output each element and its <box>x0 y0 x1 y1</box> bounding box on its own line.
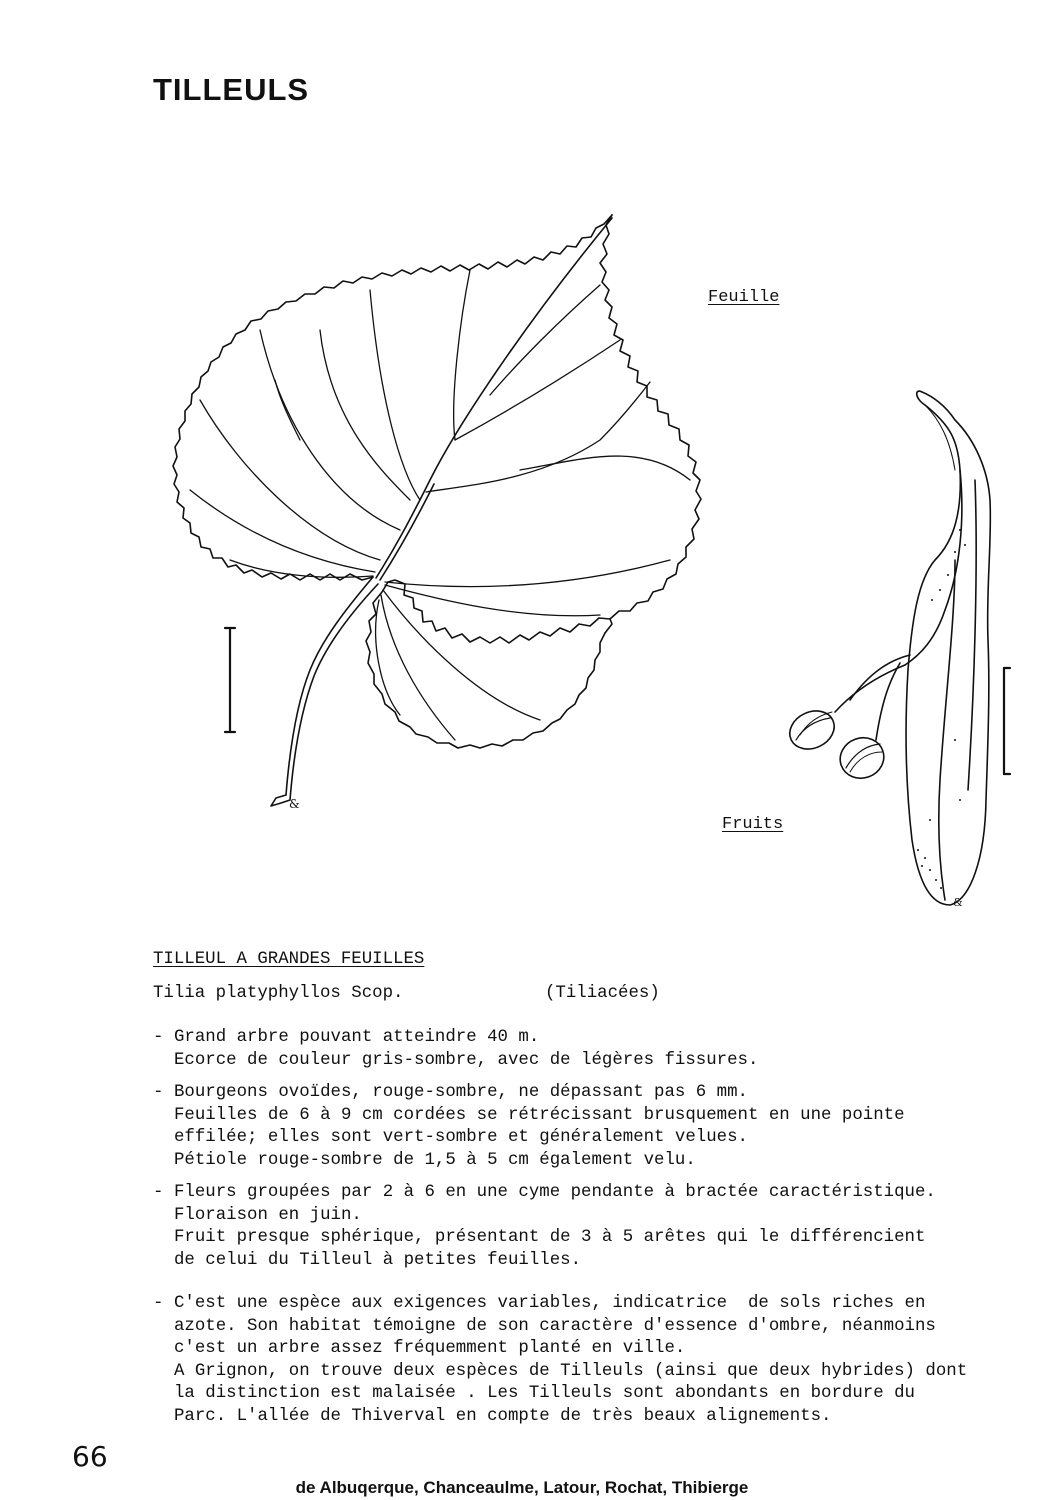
svg-text:&: & <box>289 797 300 811</box>
paragraph-line: azote. Son habitat témoigne de son caractère d'essence d'ombre, néanmoins <box>174 1316 936 1336</box>
paragraph-line: C'est une espèce aux exigences variables, indicatrice de sols riches en <box>174 1294 926 1313</box>
paragraph-line: la distinction est malaisée . Les Tilleuls sont abondants en bordure du <box>174 1384 915 1403</box>
fruit-label: Fruits <box>722 815 784 834</box>
species-common-name: TILLEUL A GRANDES FEUILLES <box>153 950 425 969</box>
bract <box>906 391 990 905</box>
paragraph-3: - Fleurs groupées par 2 à 6 en une cyme pendante à bractée caractéristique. Floraison en juin. Fruit presque sphérique, présentant de 3 à 5 arêtes qui le différencient de celui du Tilleul à petites feuilles. <box>153 1182 936 1272</box>
leaf-label: Feuille <box>708 288 780 307</box>
paragraph-line: effilée; elles sont vert-sombre et généralement velues. <box>174 1128 748 1147</box>
paragraph-line: Bourgeons ovoïdes, rouge-sombre, ne dépassant pas 6 mm. <box>174 1083 748 1102</box>
paragraph-line: Pétiole rouge-sombre de 1,5 à 5 cm également velu. <box>174 1150 696 1170</box>
leaf-scale-bar <box>225 628 235 732</box>
species-family: (Tiliacées) <box>545 984 660 1003</box>
paragraph-line: Parc. L'allée de Thiverval en compte de très beaux alignements. <box>174 1406 832 1426</box>
leaf-midrib <box>376 218 612 578</box>
footer-authors: de Albuqerque, Chanceaulme, Latour, Rochat, Thibierge <box>295 1478 749 1497</box>
species-latin-name: Tilia platyphyllos Scop. <box>153 984 404 1003</box>
fruit-drawing <box>784 391 991 909</box>
leaf-outline <box>366 215 701 748</box>
paragraph-line: Fleurs groupées par 2 à 6 en une cyme pendante à bractée caractéristique. <box>174 1183 936 1202</box>
paragraph-1: - Grand arbre pouvant atteindre 40 m. Ecorce de couleur gris-sombre, avec de légères fissures. <box>153 1027 758 1072</box>
paragraph-line: Grand arbre pouvant atteindre 40 m. <box>174 1028 540 1047</box>
paragraph-line: Feuilles de 6 à 9 cm cordées se rétrécissant brusquement en une pointe <box>174 1105 905 1125</box>
paragraph-line: Fruit presque sphérique, présentant de 3 à 5 arêtes qui le différencient <box>174 1228 926 1247</box>
leaf-drawing <box>173 215 701 811</box>
paragraph-line: A Grignon, on trouve deux espèces de Tilleuls (ainsi que deux hybrides) dont <box>174 1361 968 1381</box>
page-number: 66 <box>72 1440 108 1473</box>
paragraph-2: - Bourgeons ovoïdes, rouge-sombre, ne dépassant pas 6 mm. Feuilles de 6 à 9 cm cordées se rétrécissant brusquement en une pointe effilée; elles sont vert-sombre et généralement velues. Pétiole rouge-sombre de 1,5 à 5 cm également velu. <box>153 1082 905 1172</box>
paragraph-line: c'est un arbre assez fréquemment planté en ville. <box>174 1339 686 1358</box>
paragraph-4: - C'est une espèce aux exigences variables, indicatrice de sols riches en azote. Son habitat témoigne de son caractère d'essence d'ombre, néanmoins c'est un arbre assez fréquemment planté en ville. A Grignon, on trouve deux espèces de Tilleuls (ainsi que deux hybrides) dont la distinction est malaisée . Les Tilleuls sont abondants en bordure du Parc. L'allée de Thiverval en compte de très beaux alignements. <box>153 1293 967 1428</box>
paragraph-line: de celui du Tilleul à petites feuilles. <box>174 1250 582 1270</box>
paragraph-line: Floraison en juin. <box>174 1205 362 1225</box>
page-title: TILLEULS <box>153 72 310 107</box>
leaf-petiole <box>271 577 378 806</box>
svg-text:&: & <box>953 896 963 909</box>
fruit-scale-bar <box>1004 668 1010 774</box>
paragraph-line: Ecorce de couleur gris-sombre, avec de légères fissures. <box>174 1050 759 1070</box>
